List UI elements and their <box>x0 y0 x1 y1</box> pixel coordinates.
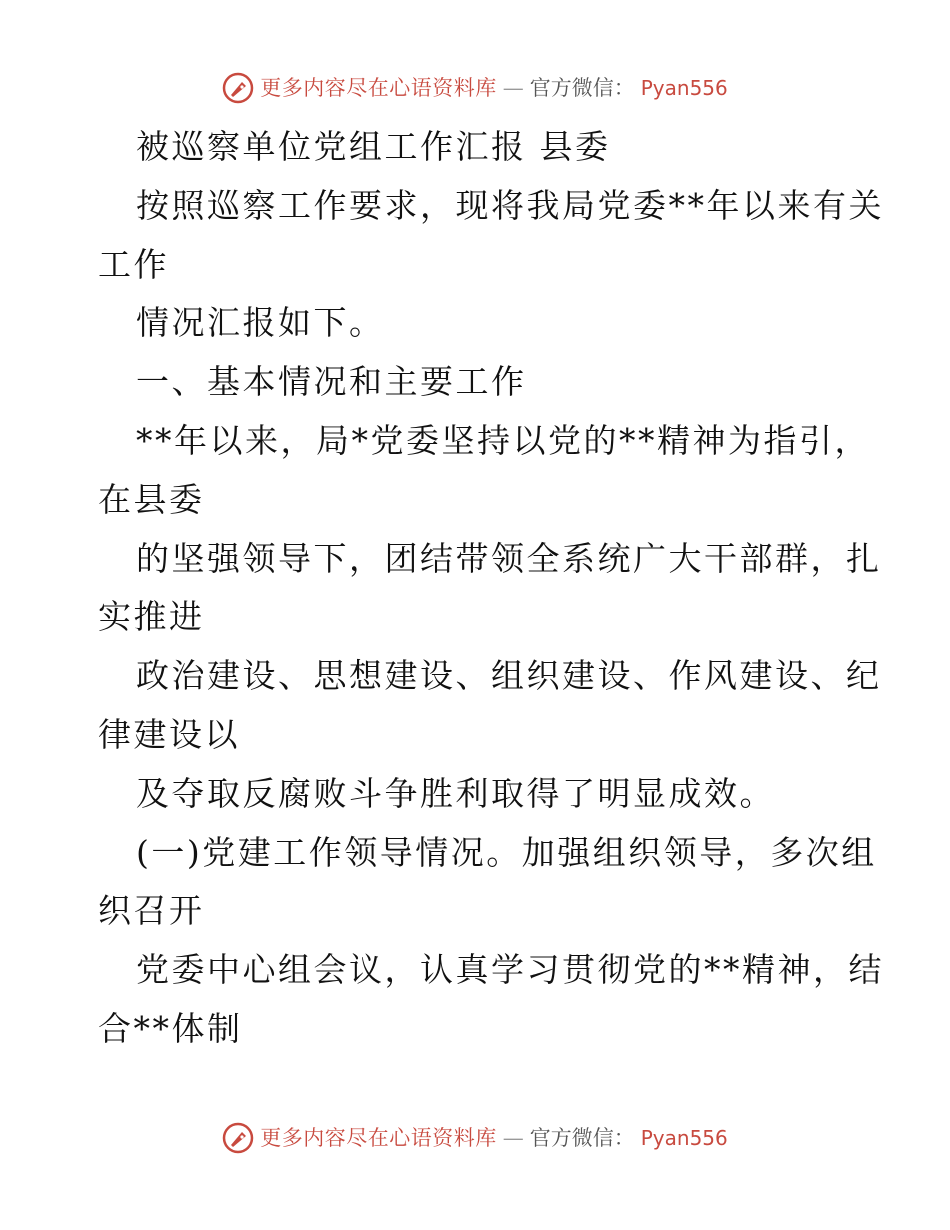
pen-nib-logo-icon <box>222 72 254 104</box>
watermark-dash: — <box>502 1126 524 1150</box>
paragraph-line: 党委中心组会议，认真学习贯彻党的**精神，结 <box>136 950 884 990</box>
watermark-main-text: 更多内容尽在心语资料库 <box>260 1126 497 1150</box>
watermark-wechat-label: 官方微信： <box>529 76 635 100</box>
paragraph-line: 织召开 <box>98 891 205 931</box>
header-watermark <box>0 72 950 104</box>
watermark-dash: — <box>502 76 524 100</box>
footer-watermark <box>0 1122 950 1154</box>
paragraph-line: 工作 <box>98 244 169 284</box>
subsection-line: (一)党建工作领导情况。加强组织领导，多次组 <box>136 832 877 872</box>
pen-nib-logo-icon <box>222 1122 254 1154</box>
watermark-wechat-label: 官方微信： <box>529 1126 635 1150</box>
paragraph-line: **年以来，局*党委坚持以党的**精神为指引， <box>136 420 870 460</box>
document-body <box>98 118 884 1059</box>
paragraph-line: 按照巡察工作要求，现将我局党委**年以来有关 <box>136 185 884 225</box>
section-heading: 一、基本情况和主要工作 <box>136 362 527 402</box>
watermark-main-text: 更多内容尽在心语资料库 <box>260 76 497 100</box>
paragraph-line: 在县委 <box>98 479 205 519</box>
paragraph-line: 的坚强领导下，团结带领全系统广大干部群，扎 <box>136 538 882 578</box>
document-title-line: 被巡察单位党组工作汇报 县委 <box>136 127 611 166</box>
paragraph-line: 律建设以 <box>98 714 240 754</box>
paragraph-line: 政治建设、思想建设、组织建设、作风建设、纪 <box>136 656 882 696</box>
watermark-wechat-id: Pyan556 <box>640 1126 728 1150</box>
paragraph-line: 及夺取反腐败斗争胜利取得了明显成效。 <box>136 773 775 813</box>
paragraph-line: 情况汇报如下。 <box>136 303 385 343</box>
paragraph-line: 实推进 <box>98 597 205 637</box>
watermark-wechat-id: Pyan556 <box>640 76 728 100</box>
paragraph-line: 合**体制 <box>98 1008 243 1048</box>
